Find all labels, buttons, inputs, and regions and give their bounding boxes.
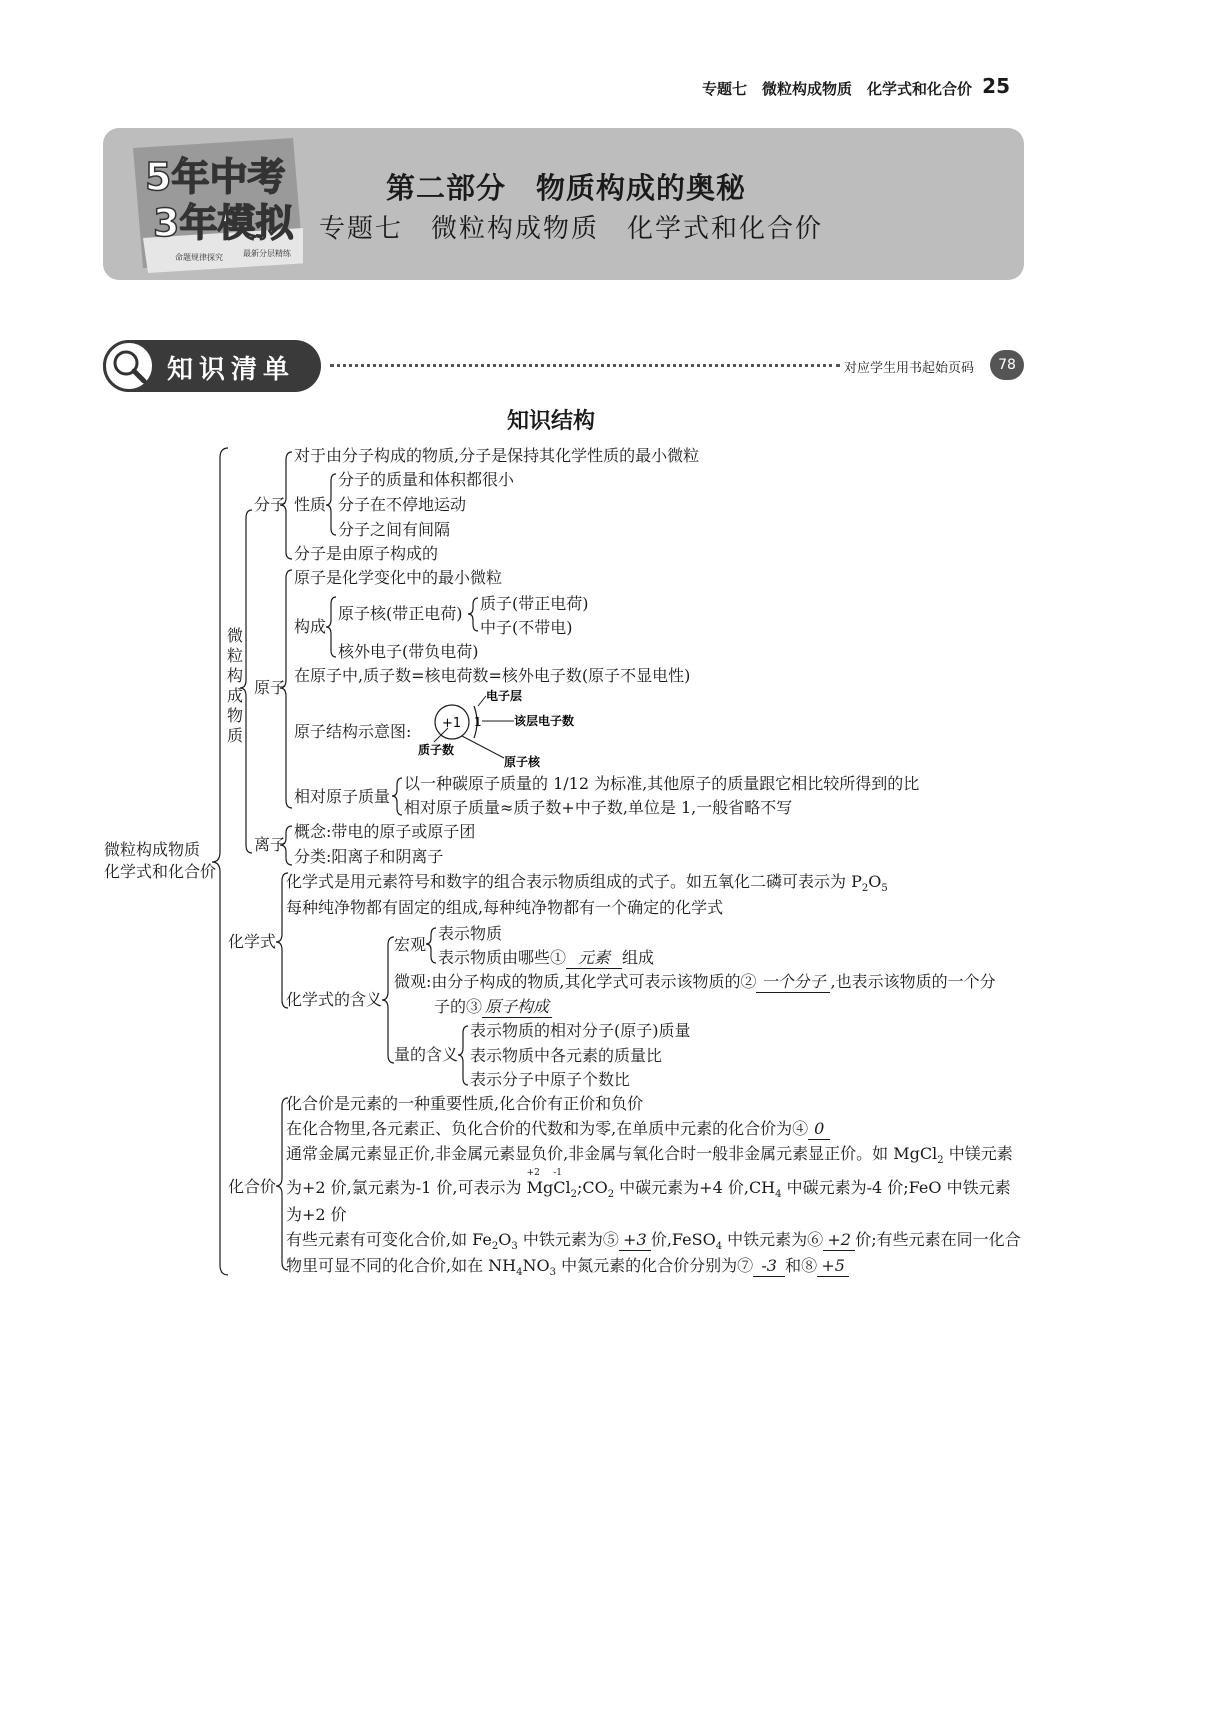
valence-line-5: 为+2 价 [286,1205,347,1224]
micro-line-1: 微观:由分子构成的物质,其化学式可表示该物质的② 一个分子 ,也表示该物质的一个分 [394,972,996,991]
running-title: 专题七 微粒构成物质 化学式和化合价 [701,80,972,98]
valence-line-1: 化合价是元素的一种重要性质,化合价有正价和负价 [286,1094,644,1113]
blank-2: 一个分子 [756,972,830,993]
molecule-prop-2: 分子在不停地运动 [338,495,467,514]
formula-meaning-label: 化学式的含义 [286,990,383,1009]
blank-1: 元素 [566,948,622,969]
atom-electron: 核外电子(带负电荷) [338,642,479,661]
atom-neutron: 中子(不带电) [480,618,573,637]
macro-2: 表示物质由哪些① 元素 组成 [438,948,655,967]
blank-5: +3 [619,1230,651,1251]
atom-diagram-label: 原子结构示意图: [294,722,412,741]
ion-concept: 概念:带电的原子或原子团 [294,822,476,841]
blank-4: 0 [808,1119,830,1140]
valence-line-7: 物里可显不同的化合价,如在 $NH_4NO_3$ 中氮元素的化合价分别为⑦ -3 和⑧ +5 [286,1256,849,1283]
relative-mass-label: 相对原子质量 [294,787,391,806]
molecule-prop-1: 分子的质量和体积都很小 [338,470,515,489]
atom-equality: 在原子中,质子数=核电荷数=核外电子数(原子不显电性) [294,666,691,685]
page-number: 25 [982,74,1010,98]
section-label: 知识清单 [167,355,296,385]
macro-label: 宏观 [394,935,427,954]
formula-label: 化学式 [228,932,277,951]
tree-root-line2: 化学式和化合价 [104,862,217,881]
molecule-composed: 分子是由原子构成的 [294,544,439,563]
part-title: 第二部分 物质构成的奥秘 [386,171,747,205]
relative-mass-approx: 相对原子质量≈质子数+中子数,单位是 1,一般省略不写 [404,798,793,817]
molecule-def: 对于由分子构成的物质,分子是保持其化学性质的最小微粒 [294,446,700,465]
atom-def: 原子是化学变化中的最小微粒 [294,568,503,587]
page-ref-label: 对应学生用书起始页码 [844,361,975,376]
macro-1: 表示物质 [438,924,503,943]
structure-title: 知识结构 [506,409,595,434]
shell-electron-count: 1 [474,715,482,729]
topic-title: 专题七 微粒构成物质 化学式和化合价 [319,214,824,244]
valence-line-3: 通常金属元素显正价,非金属元素显负价,非金属与氧化合时一般非金属元素显正价。如 MgCl$_2$ 中镁元素 [286,1144,1013,1167]
molecule-props-label: 性质 [294,495,327,514]
shell-count-label: 该层电子数 [514,714,575,728]
atom-proton: 质子(带正电荷) [480,594,589,613]
quant-3: 表示分子中原子个数比 [470,1070,631,1089]
micro-line-2: 子的③ 原子构成 [434,997,552,1018]
atom-structure-diagram [400,684,600,774]
valence-label: 化合价 [228,1177,277,1196]
valence-line-6: 有些元素有可变化合价,如 $Fe_2O_3$ 中铁元素为⑤ +3 价,FeSO$_4$ 中铁元素为⑥ +2 价;有些元素在同一化合 [286,1230,1021,1253]
page-ref-badge: 78 [990,350,1024,380]
blank-6: +2 [823,1230,855,1251]
logo-tag2: 最新分层精练 [243,249,291,258]
nucleus-label: 原子核 [504,755,541,769]
tree-root-line1: 微粒构成物质 [104,840,201,859]
ion-label: 离子 [254,835,287,854]
quant-2: 表示物质中各元素的质量比 [470,1046,663,1065]
formula-def: 化学式是用元素符号和数字的组合表示物质组成的式子。如五氧化二磷可表示为 $P_2O_5$ [286,872,888,895]
logo-tag1: 命题规律探究 [175,253,223,262]
blank-3: 原子构成 [482,997,552,1018]
molecule-prop-3: 分子之间有间隔 [338,520,451,539]
relative-mass-def: 以一种碳原子质量的 1/12 为标准,其他原子的质量跟它相比较所得到的比 [404,774,920,793]
ion-types: 分类:阳离子和阴离子 [294,847,444,866]
quant-1: 表示物质的相对分子(原子)质量 [470,1021,691,1040]
molecule-label: 分子 [254,495,287,514]
logo-line2: 3年模拟 [153,201,294,245]
valence-line-4: 为+2 价,氯元素为-1 价,可表示为 +2 Mg -1 $Cl_2;CO_2$ 中碳元素为+4 价$,CH_4$ 中碳元素为-4 价;FeO 中铁元素 [286,1168,1011,1201]
atom-nucleus: 原子核(带正电荷) [338,604,463,623]
atom-label: 原子 [254,678,287,697]
nucleus-charge: +1 [442,716,462,731]
formula-fixed: 每种纯净物都有固定的组成,每种纯净物都有一个确定的化学式 [286,898,724,917]
shell-label: 电子层 [486,689,523,703]
blank-7: -3 [753,1256,785,1277]
branch-particles-label: 微粒构成物质 [226,626,243,745]
logo-line1: 5年中考 [145,155,286,199]
proton-count-label: 质子数 [418,743,455,757]
quant-label: 量的含义 [394,1045,459,1064]
blank-8: +5 [817,1256,849,1277]
valence-line-2: 在化合物里,各元素正、负化合价的代数和为零,在单质中元素的化合价为④ 0 [286,1119,830,1140]
atom-structure-label: 构成 [294,617,327,636]
